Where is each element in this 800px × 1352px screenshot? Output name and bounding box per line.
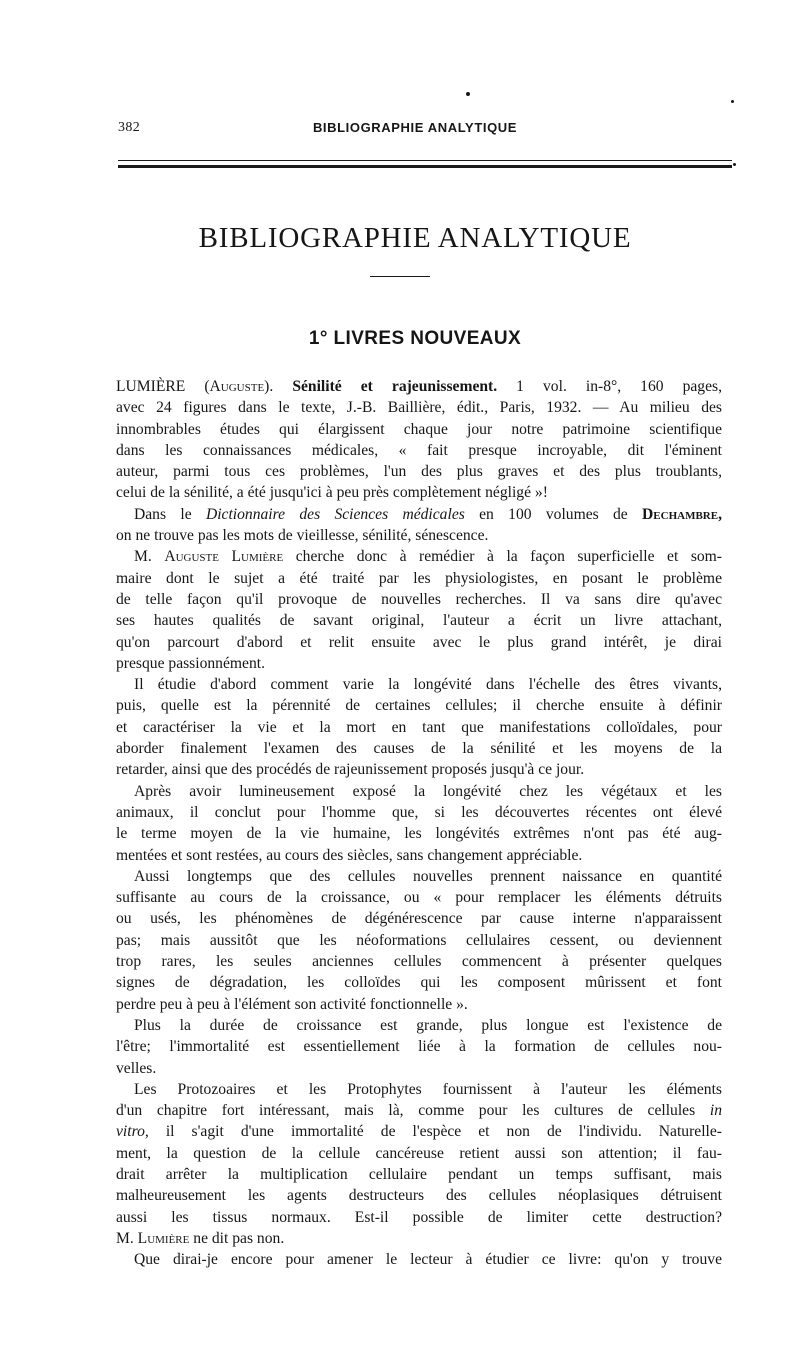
text-line: Que dirai-je encore pour amener le lecteur à étudier ce livre: qu'on y trouve <box>134 1251 722 1269</box>
text-line <box>116 1121 722 1142</box>
text-line: auteur, parmi tous ces problèmes, l'un des plus graves et des plus troublants, <box>116 463 722 481</box>
text-segment: ne dit pas non. <box>189 1229 285 1247</box>
cited-work-title: Dictionnaire des Sciences médicales <box>205 505 465 523</box>
text-line <box>116 504 722 525</box>
text-line: Les Protozoaires et les Protophytes fournissent à l'auteur les éléments <box>134 1080 722 1098</box>
text-line: pas; mais aussitôt que les néoformations cellulaires cessent, ou deviennent <box>116 931 722 949</box>
text-line: Il étudie d'abord comment varie la longévité dans l'échelle des êtres vivants, <box>134 676 722 694</box>
ink-speck <box>733 163 736 166</box>
title-rule <box>370 276 430 277</box>
text-line: innombrables études qui élargissent chaque jour notre patrimoine scientifique <box>116 420 722 438</box>
cited-author: Dechambre, <box>642 505 722 523</box>
text-line: drait arrêter la multiplication cellulaire pendant un temps suffisant, mais <box>116 1165 722 1183</box>
text-line: le terme moyen de la vie humaine, les longévités extrêmes n'ont pas été aug- <box>116 825 722 843</box>
text-line: ou usés, les phénomènes de dégénérescence par cause interne n'apparaissent <box>116 910 722 928</box>
text-line: retarder, ainsi que des procédés de rajeunissement proposés jusqu'à ce jour. <box>116 761 585 779</box>
page-title: BIBLIOGRAPHIE ANALYTIQUE <box>198 222 632 254</box>
text-segment: M. <box>116 1229 138 1247</box>
text-line: puis, quelle est la pérennité de certaines cellules; il cherche ensuite à définir <box>116 697 722 715</box>
text-line: avec 24 figures dans le texte, J.-B. Baillière, édit., Paris, 1932. — Au milieu des <box>116 399 722 417</box>
text-line: de telle façon qu'il provoque de nouvelles recherches. Il va sans dire qu'avec <box>116 590 722 608</box>
text-line: trop rares, les seules anciennes cellules commencent à présenter quelques <box>116 953 722 971</box>
text-line <box>116 376 722 397</box>
text-line: celui de la sénilité, a été jusqu'ici à peu près complètement négligé »! <box>116 484 548 502</box>
text-line: signes de dégradation, les colloïdes qui les composent mûrissent et font <box>116 974 722 992</box>
text-line: aborder finalement l'examen des causes de la sénilité et les moyens de la <box>116 740 722 758</box>
ink-speck <box>731 100 734 103</box>
text-segment: en 100 volumes de <box>464 505 643 523</box>
text-segment: 1 vol. in-8°, 160 pages, <box>497 378 722 395</box>
page-number: 382 <box>118 120 141 135</box>
text-line: presque passionnément. <box>116 654 265 672</box>
author-surname: LUMIÈRE <box>116 378 186 395</box>
ink-speck <box>466 92 470 96</box>
header-double-rule <box>118 160 732 168</box>
running-title: BIBLIOGRAPHIE ANALYTIQUE <box>312 120 518 135</box>
text-segment: cherche donc à remédier à la façon superficielle et som- <box>283 548 723 566</box>
book-title: Sénilité et rajeunissement. <box>292 378 498 395</box>
latin-term: vitro, <box>116 1123 149 1141</box>
author-name: Lumière <box>137 1229 190 1247</box>
text-segment: il s'agit d'une immortalité de l'espèce et non de l'individu. Naturelle- <box>148 1123 722 1141</box>
text-line: aussi les tissus normaux. Est-il possible de limiter cette destruction? <box>116 1208 722 1226</box>
text-line: l'être; l'immortalité est essentiellement liée à la formation de cellules nou- <box>116 1038 722 1056</box>
text-line <box>116 546 722 567</box>
text-line: ses hautes qualités de savant original, l'auteur a écrit un livre attachant, <box>116 612 722 630</box>
text-line: malheureusement les agents destructeurs des cellules néoplasiques détruisent <box>116 1187 722 1205</box>
text-line: mentées et sont restées, au cours des siècles, sans changement appréciable. <box>116 846 583 864</box>
review-body <box>116 376 722 1270</box>
text-line: et caractériser la vie et la mort en tant que manifestations colloïdales, pour <box>116 718 722 736</box>
text-segment: d'un chapitre fort intéressant, mais là, comme pour les cultures de cellules <box>116 1102 710 1120</box>
text-line <box>116 1100 722 1121</box>
text-line: Aussi longtemps que des cellules nouvelles prennent naissance en quantité <box>134 867 722 885</box>
text-line: qu'on parcourt d'abord et relit ensuite avec le plus grand intérêt, je dirai <box>116 633 722 651</box>
text-line <box>116 1228 722 1249</box>
text-line: on ne trouve pas les mots de vieillesse, sénilité, sénescence. <box>116 527 489 545</box>
latin-term: in <box>709 1102 722 1120</box>
text-line: maire dont le sujet a été traité par les physiologistes, en posant le problème <box>116 569 722 587</box>
text-line: Plus la durée de croissance est grande, plus longue est l'existence de <box>134 1016 722 1034</box>
text-line: perdre peu à peu à l'élément son activité fonctionnelle ». <box>116 995 468 1013</box>
text-line: ment, la question de la cellule cancéreuse retient aussi son attention; il fau- <box>116 1144 722 1162</box>
text-line: velles. <box>116 1059 157 1077</box>
text-segment: M. <box>134 548 165 566</box>
section-heading: 1° LIVRES NOUVEAUX <box>308 328 522 349</box>
text-segment: Dans le <box>134 505 206 523</box>
text-line: animaux, il conclut pour l'homme que, si les découvertes récentes ont élevé <box>116 803 722 821</box>
text-line: dans les connaissances médicales, « fait presque incroyable, dit l'éminent <box>116 441 722 459</box>
text-line: Après avoir lumineusement exposé la longévité chez les végétaux et les <box>134 782 722 800</box>
text-line: suffisante au cours de la croissance, ou « pour remplacer les éléments détruits <box>116 889 722 907</box>
author-given-name: (Auguste). <box>204 378 274 395</box>
running-head <box>118 120 712 140</box>
author-name: Auguste Lumière <box>164 548 284 566</box>
